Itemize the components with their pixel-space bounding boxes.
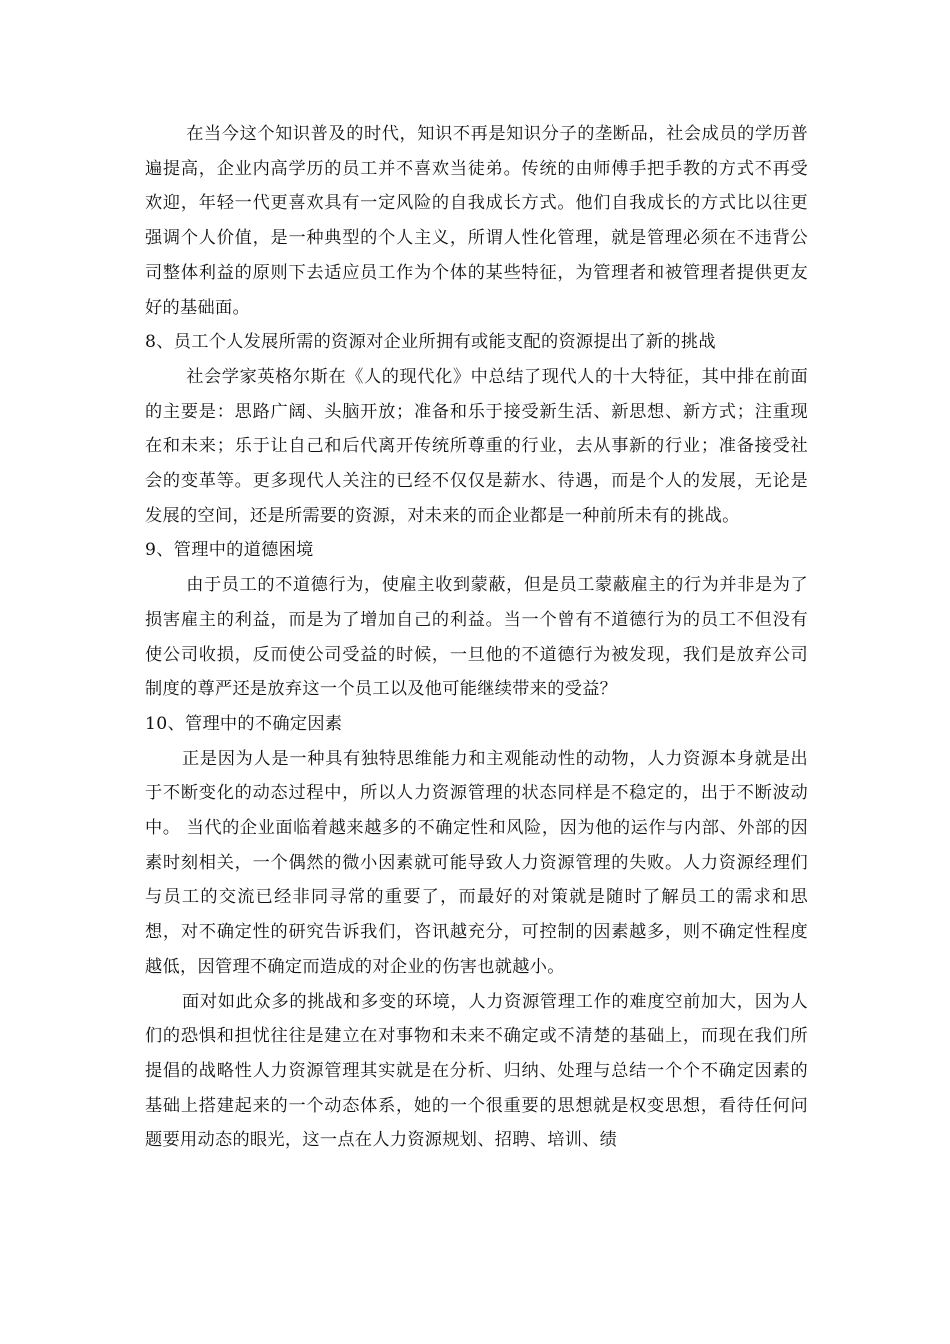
section-heading-10: 10、管理中的不确定因素 [145, 713, 343, 734]
paragraph-section-10: 正是因为人是一种具有独特思维能力和主观能动性的动物，人力资源本身就是出于不断变化的动态过程中，所以人力资源管理的状态同样是不稳定的，出于不断波动中。 当代的企业面临着越来越多的不确定性和风险，因为他的运作与内部、外部的因素时刻相关，一个偶然的微小因素就可能导致人力资源管理的失败。人力资源经理们与员工的交流已经非同寻常的重要了，而最好的对策就是随时了解员工的需求和思想，对不确定性的研究告诉我们，咨讯越充分，可控制的因素越多，则不确定性程度越低，因管理不确定而造成的对企业的伤害也就越小。 [145, 748, 808, 977]
paragraph-intro: 在当今这个知识普及的时代，知识不再是知识分子的垄断品，社会成员的学历普遍提高，企业内高学历的员工并不喜欢当徒弟。传统的由师傅手把手教的方式不再受欢迎，年轻一代更喜欢具有一定风险的自我成长方式。他们自我成长的方式比以往更强调个人价值，是一种典型的个人主义，所谓人性化管理，就是管理必须在不违背公司整体利益的原则下去适应员工作为个体的某些特征，为管理者和被管理者提供更友好的基础面。 [145, 124, 808, 318]
paragraph-conclusion: 面对如此众多的挑战和多变的环境，人力资源管理工作的难度空前加大，因为人们的恐惧和担忧往往是建立在对事物和未来不确定或不清楚的基础上，而现在我们所提倡的战略性人力资源管理其实就是在分析、归纳、处理与总结一个个不确定因素的基础上搭建起来的一个动态体系，她的一个很重要的思想就是权变思想，看待任何问题要用动态的眼光，这一点在人力资源规划、招聘、培训、绩 [145, 991, 808, 1151]
document-page [145, 117, 808, 1158]
paragraph-section-8: 社会学家英格尔斯在《人的现代化》中总结了现代人的十大特征，其中排在前面的主要是：思路广阔、头脑开放；准备和乐于接受新生活、新思想、新方式；注重现在和未来；乐于让自己和后代离开传统所尊重的行业，去从事新的行业；准备接受社会的变革等。更多现代人关注的已经不仅仅是薪水、待遇，而是个人的发展，无论是发展的空间，还是所需要的资源，对未来的而企业都是一种前所未有的挑战。 [145, 366, 808, 526]
paragraph-section-9: 由于员工的不道德行为，使雇主收到蒙蔽，但是员工蒙蔽雇主的行为并非是为了损害雇主的利益，而是为了增加自己的利益。当一个曾有不道德行为的员工不但没有使公司收损，反而使公司受益的时候，一旦他的不道德行为被发现，我们是放弃公司制度的尊严还是放弃这一个员工以及他可能继续带来的受益？ [145, 575, 808, 700]
section-heading-8: 8、员工个人发展所需的资源对企业所拥有或能支配的资源提出了新的挑战 [145, 332, 716, 353]
section-heading-9: 9、管理中的道德困境 [145, 540, 314, 561]
